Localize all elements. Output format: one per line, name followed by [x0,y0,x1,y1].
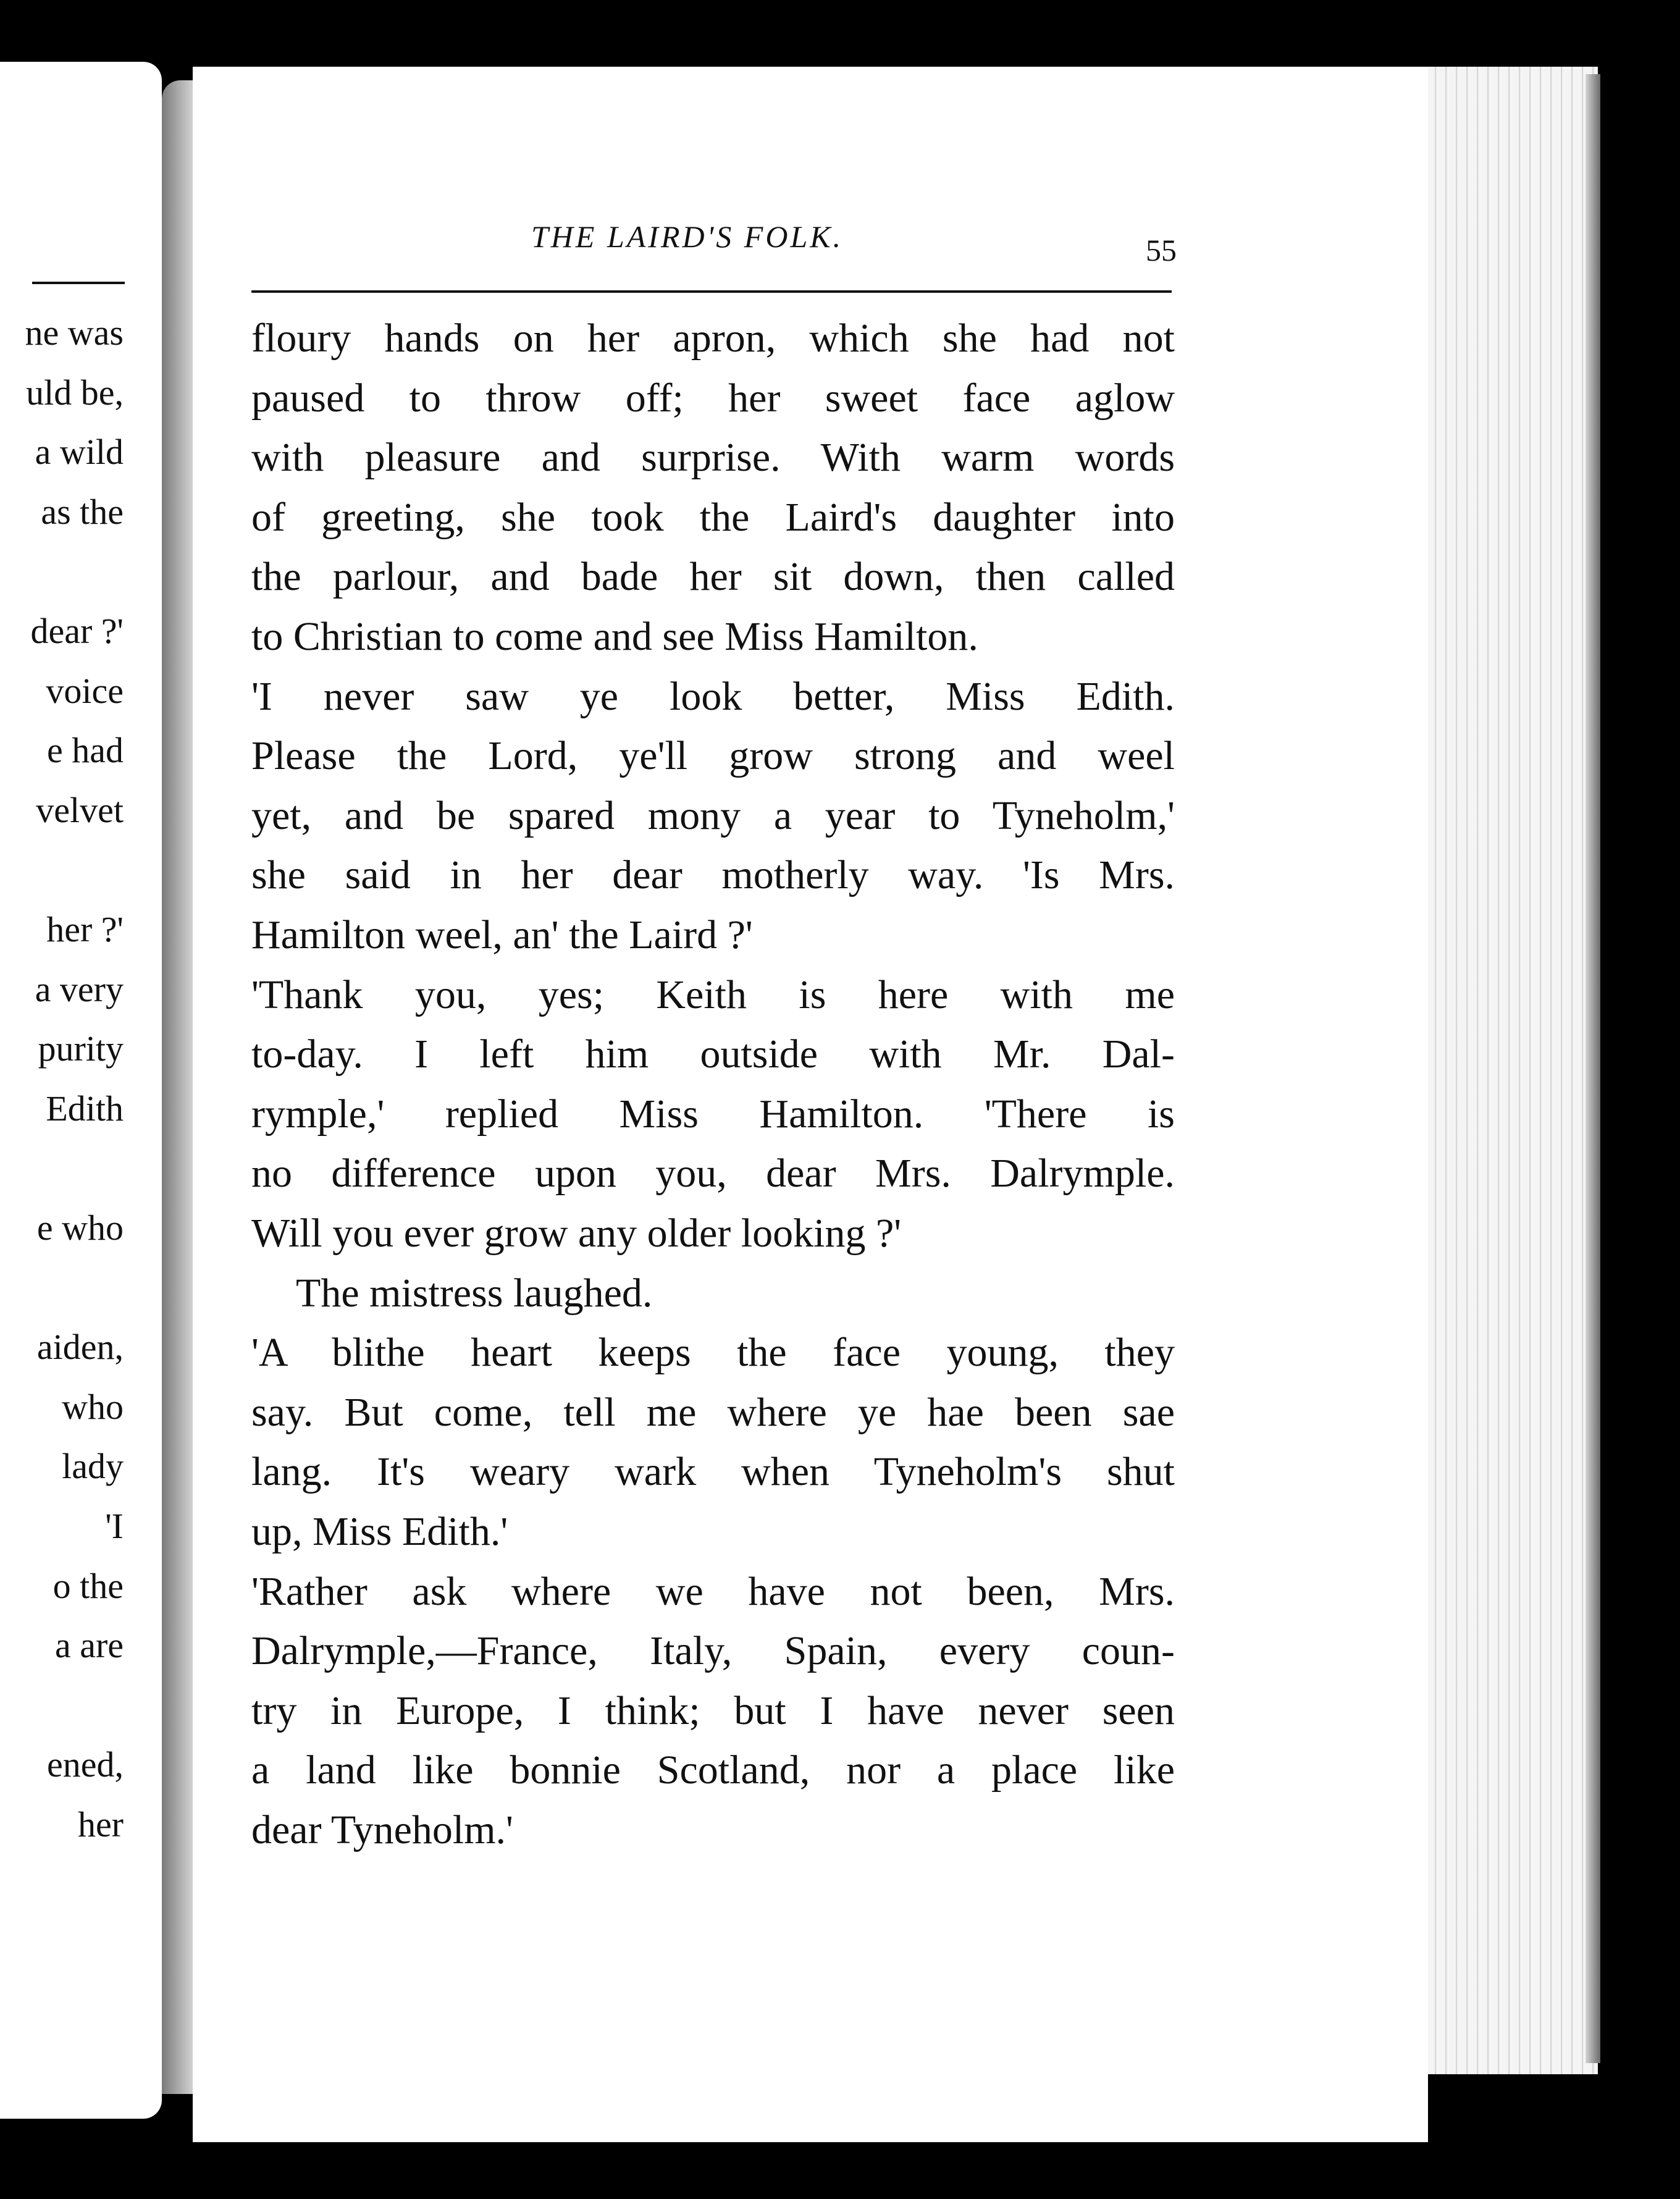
facing-page-line: purity [38,1028,124,1069]
text-line: to-day. I left him outside with Mr. Dal- [251,1032,1175,1077]
text-line: Dalrymple,—France, Italy, Spain, every coun- [251,1628,1175,1674]
facing-page-line: as the [41,491,124,532]
text-line: dear Tyneholm.' [251,1807,513,1852]
facing-page-line: velvet [36,789,124,830]
text-line: the parlour, and bade her sit down, then called [251,554,1175,600]
facing-page-line: aiden, [36,1327,124,1368]
facing-page-line: her ?' [46,909,124,949]
text-line: of greeting, she took the Laird's daughter into [251,494,1175,540]
text-line: 'Rather ask where we have not been, Mrs. [251,1568,1175,1614]
facing-page-line: uld be, [26,372,124,413]
facing-page-line: dear ?' [30,611,124,651]
facing-page-line: a are [54,1625,124,1666]
running-title: THE LAIRD'S FOLK. [531,219,844,254]
facing-page-line: 'I [105,1506,124,1546]
facing-page-line: ened, [47,1744,124,1785]
facing-page-line: o the [52,1565,124,1606]
facing-page-line: a wild [35,432,124,473]
book-edge-shadow [1586,74,1600,2063]
text-line: yet, and be spared mony a year to Tyneholm,' [251,793,1175,838]
header-rule [251,290,1172,293]
facing-page-line: lady [62,1446,124,1487]
facing-page-line: her [77,1804,124,1844]
facing-page-line: Edith [46,1088,124,1129]
text-line: Will you ever grow any older looking ?' [251,1211,902,1256]
text-line: rymple,' replied Miss Hamilton. 'There is [251,1091,1175,1137]
facing-page-rule [32,282,125,284]
text-line: try in Europe, I think; but I have never seen [251,1688,1175,1733]
text-line: no difference upon you, dear Mrs. Dalrymple. [251,1151,1175,1196]
text-line: say. But come, tell me where ye hae been sae [251,1389,1175,1435]
facing-page-line: who [62,1386,124,1427]
facing-page-line: voice [46,670,124,711]
text-line: lang. It's weary wark when Tyneholm's shut [251,1449,1175,1495]
facing-page-line: e who [36,1208,124,1248]
facing-page-line: e had [47,730,124,771]
text-line: up, Miss Edith.' [251,1509,508,1554]
text-line: she said in her dear motherly way. 'Is Mrs. [251,852,1175,898]
facing-page [0,62,162,2119]
facing-page-line: ne was [25,313,124,353]
text-line: 'Thank you, yes; Keith is here with me [251,972,1175,1017]
text-line: floury hands on her apron, which she had not [251,316,1175,361]
text-line: Hamilton weel, an' the Laird ?' [251,912,753,957]
text-line: Please the Lord, ye'll grow strong and weel [251,733,1175,779]
text-line: 'A blithe heart keeps the face young, they [251,1330,1175,1376]
text-line: with pleasure and surprise. With warm words [251,435,1175,481]
facing-page-line: a very [35,969,124,1009]
page-number: 55 [1146,233,1177,267]
text-line: to Christian to come and see Miss Hamilton. [251,614,978,659]
text-line: 'I never saw ye look better, Miss Edith. [251,673,1175,719]
text-line: a land like bonnie Scotland, nor a place like [251,1747,1175,1793]
page-edges [1428,67,1598,2074]
text-line: paused to throw off; her sweet face aglow [251,375,1175,421]
text-line: The mistress laughed. [296,1270,653,1316]
